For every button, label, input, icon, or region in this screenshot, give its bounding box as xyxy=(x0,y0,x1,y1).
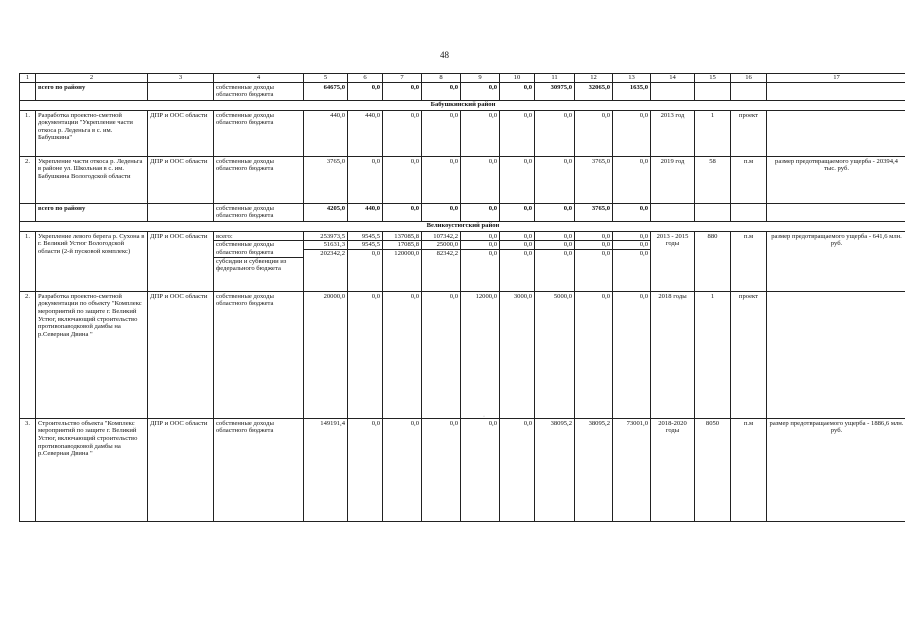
funding-source: собственные доходы областного бюджета xyxy=(214,291,304,418)
value-cell: 107342,2 25000,0 82342,2 xyxy=(422,231,461,291)
note xyxy=(767,291,905,418)
value-cell: 0,0 xyxy=(500,418,535,521)
value-cell: 73001,0 xyxy=(613,418,651,521)
note xyxy=(767,110,905,156)
unit: п.м xyxy=(731,418,767,521)
total-row xyxy=(20,82,905,100)
funding-source: собственные доходы областного бюджета xyxy=(214,156,304,203)
col-header: 9 xyxy=(461,74,500,83)
table-row xyxy=(20,291,905,418)
row-number: 1. xyxy=(20,110,36,156)
total-label: всего по району xyxy=(36,82,148,100)
table-row xyxy=(20,231,905,291)
table-row xyxy=(20,110,905,156)
value-cell: 32065,0 xyxy=(575,82,613,100)
value-cell: 1635,0 xyxy=(613,82,651,100)
project-name: Укрепление левого берега р. Сухона в г. Великий Устюг Вологодской области (2-й пусковой комплекс) xyxy=(36,231,148,291)
source-regional: собственные доходы областного бюджета xyxy=(214,241,303,257)
funding-source: собственные доходы областного бюджета xyxy=(214,418,304,521)
value-cell: 0,0 xyxy=(613,291,651,418)
value-cell: 64675,0 xyxy=(304,82,348,100)
implementation-year: 2013 год xyxy=(651,110,695,156)
table-row xyxy=(20,418,905,521)
value-cell: 0,0 xyxy=(461,110,500,156)
value-cell: 0,0 xyxy=(535,156,575,203)
implementation-year: 2018 годы xyxy=(651,291,695,418)
value-cell: 440,0 xyxy=(304,110,348,156)
value-cell: 0,0 xyxy=(422,418,461,521)
quantity: 58 xyxy=(695,156,731,203)
col-header: 16 xyxy=(731,74,767,83)
implementation-year: 2018-2020 годы xyxy=(651,418,695,521)
col-header: 15 xyxy=(695,74,731,83)
col-header: 11 xyxy=(535,74,575,83)
executor: ДПР и ООС области xyxy=(148,156,214,203)
executor: ДПР и ООС области xyxy=(148,231,214,291)
funding-source: собственные доходы областного бюджета xyxy=(214,82,304,100)
value-cell: 0,0 0,0 0,0 xyxy=(500,231,535,291)
value-cell: 0,0 xyxy=(422,291,461,418)
value-cell: 0,0 xyxy=(383,110,422,156)
value-cell: 0,0 xyxy=(383,82,422,100)
value-cell: 12000,0 xyxy=(461,291,500,418)
value-cell: 0,0 xyxy=(422,203,461,221)
value-cell: 3765,0 xyxy=(575,156,613,203)
note: размер предотвращаемого ущерба - 641,6 млн. руб. xyxy=(767,231,905,291)
unit: проект xyxy=(731,291,767,418)
value-cell: 0,0 xyxy=(383,418,422,521)
district-row xyxy=(20,100,905,110)
col-header: 3 xyxy=(148,74,214,83)
page-number: 48 xyxy=(440,50,449,60)
value-cell: 0,0 xyxy=(613,110,651,156)
value-cell: 0,0 xyxy=(461,82,500,100)
project-name: Строительство объекта "Комплекс мероприятий по защите г. Великий Устюг, включающий строительство противопаводковой дамбы на р.Северная Двина " xyxy=(36,418,148,521)
value-cell: 38095,2 xyxy=(575,418,613,521)
budget-table xyxy=(19,73,905,522)
quantity: 8050 xyxy=(695,418,731,521)
quantity: 1 xyxy=(695,110,731,156)
project-name: Разработка проектно-сметной документации по объекту "Комплекс мероприятий по защите г. Великий Устюг, включающий строительство противопаводковой дамбы на р.Северная Двина " xyxy=(36,291,148,418)
value-cell: 0,0 xyxy=(461,418,500,521)
col-header: 14 xyxy=(651,74,695,83)
total-label: всего по району xyxy=(36,203,148,221)
value-cell: 0,0 xyxy=(422,82,461,100)
unit: проект xyxy=(731,110,767,156)
value-cell: 0,0 0,0 0,0 xyxy=(535,231,575,291)
implementation-year: 2019 год xyxy=(651,156,695,203)
value-cell: 253973,5 51631,3 202342,2 xyxy=(304,231,348,291)
value-cell: 0,0 xyxy=(613,203,651,221)
value-cell: 20000,0 xyxy=(304,291,348,418)
header-row xyxy=(20,74,905,83)
value-cell: 0,0 xyxy=(500,203,535,221)
value-cell: 4205,0 xyxy=(304,203,348,221)
value-cell: 0,0 xyxy=(348,291,383,418)
table-row xyxy=(20,156,905,203)
col-header: 5 xyxy=(304,74,348,83)
value-cell: 0,0 xyxy=(348,156,383,203)
note: размер предотвращаемого ущерба - 20394,4 тыс. руб. xyxy=(767,156,905,203)
row-number: 2. xyxy=(20,156,36,203)
col-header: 4 xyxy=(214,74,304,83)
col-header: 2 xyxy=(36,74,148,83)
executor: ДПР и ООС области xyxy=(148,110,214,156)
stray-mark: · xyxy=(483,414,485,420)
col-header: 6 xyxy=(348,74,383,83)
value-cell: 0,0 0,0 0,0 xyxy=(613,231,651,291)
col-header: 12 xyxy=(575,74,613,83)
value-cell: 440,0 xyxy=(348,110,383,156)
value-cell: 0,0 xyxy=(383,291,422,418)
value-cell: 0,0 xyxy=(575,110,613,156)
value-cell: 440,0 xyxy=(348,203,383,221)
col-header: 17 xyxy=(767,74,905,83)
row-number: 1. xyxy=(20,231,36,291)
value-cell: 0,0 xyxy=(575,291,613,418)
district-title: Бабушкинский район xyxy=(20,100,905,110)
col-header: 8 xyxy=(422,74,461,83)
value-cell: 5000,0 xyxy=(535,291,575,418)
district-title: Великоустюгский район xyxy=(20,221,905,231)
value-cell: 137085,8 17085,8 120000,0 xyxy=(383,231,422,291)
funding-source: собственные доходы областного бюджета xyxy=(214,110,304,156)
col-header: 13 xyxy=(613,74,651,83)
funding-source: собственные доходы областного бюджета xyxy=(214,203,304,221)
funding-source xyxy=(214,231,304,291)
unit: п.м xyxy=(731,231,767,291)
unit: п.м xyxy=(731,156,767,203)
value-cell: 0,0 xyxy=(500,156,535,203)
value-cell: 149191,4 xyxy=(304,418,348,521)
value-cell: 0,0 xyxy=(500,82,535,100)
value-cell: 3000,0 xyxy=(500,291,535,418)
total-row xyxy=(20,203,905,221)
note: размер предотвращаемого ущерба - 1886,6 млн. руб. xyxy=(767,418,905,521)
value-cell: 0,0 xyxy=(383,156,422,203)
value-cell: 0,0 xyxy=(422,156,461,203)
implementation-year: 2013 - 2015 годы xyxy=(651,231,695,291)
project-name: Разработка проектно-сметной документации "Укрепление части откоса р. Леденьга в с. им. Бабушкина" xyxy=(36,110,148,156)
col-header: 7 xyxy=(383,74,422,83)
executor: ДПР и ООС области xyxy=(148,418,214,521)
value-cell: 0,0 xyxy=(535,203,575,221)
row-number: 2. xyxy=(20,291,36,418)
source-federal: субсидии и субвенции из федерального бюджета xyxy=(216,257,287,273)
value-cell: 9545,5 9545,5 0,0 xyxy=(348,231,383,291)
col-header: 1 xyxy=(20,74,36,83)
value-cell: 0,0 xyxy=(348,82,383,100)
col-header: 10 xyxy=(500,74,535,83)
value-cell: 0,0 xyxy=(348,418,383,521)
executor: ДПР и ООС области xyxy=(148,291,214,418)
value-cell: 0,0 xyxy=(422,110,461,156)
project-name: Укрепление части откоса р. Леденьга в районе ул. Школьная в с. им. Бабушкина Вологодской области xyxy=(36,156,148,203)
source-total: всего: xyxy=(214,233,303,242)
quantity: 880 xyxy=(695,231,731,291)
value-cell: 30975,0 xyxy=(535,82,575,100)
value-cell: 0,0 0,0 0,0 xyxy=(461,231,500,291)
row-number: 3. xyxy=(20,418,36,521)
value-cell: 0,0 xyxy=(383,203,422,221)
value-cell: 0,0 xyxy=(535,110,575,156)
value-cell: 0,0 xyxy=(461,203,500,221)
district-row xyxy=(20,221,905,231)
value-cell: 0,0 xyxy=(461,156,500,203)
value-cell: 3765,0 xyxy=(304,156,348,203)
value-cell: 38095,2 xyxy=(535,418,575,521)
value-cell: 3765,0 xyxy=(575,203,613,221)
quantity: 1 xyxy=(695,291,731,418)
value-cell: 0,0 xyxy=(613,156,651,203)
value-cell: 0,0 xyxy=(500,110,535,156)
value-cell: 0,0 0,0 0,0 xyxy=(575,231,613,291)
